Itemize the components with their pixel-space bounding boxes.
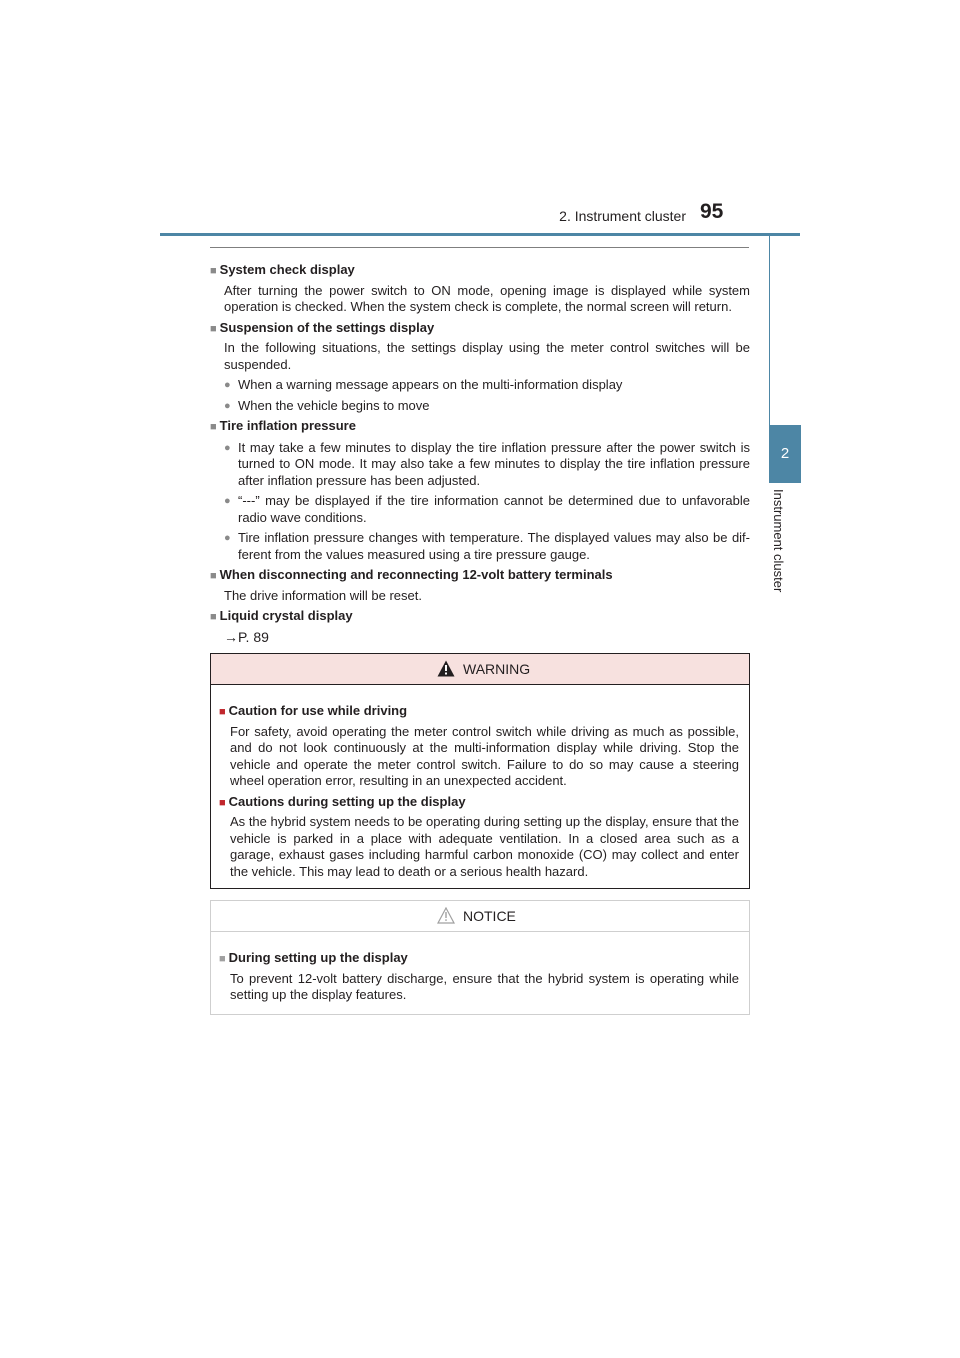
circle-bullet-icon: ● (224, 399, 231, 412)
section-heading: When disconnecting and reconnecting 12-volt battery terminals (219, 567, 613, 582)
circle-bullet-icon: ● (224, 441, 231, 454)
warning-triangle-icon (437, 660, 455, 677)
section-heading: Suspension of the settings display (219, 319, 435, 335)
content-top-rule (210, 247, 749, 248)
notice-label: NOTICE (463, 908, 516, 924)
notice-heading: During setting up the display (228, 950, 408, 965)
square-bullet-icon: ■ (219, 706, 226, 718)
circle-bullet-icon: ● (224, 532, 231, 544)
warning-heading: Caution for use while driving (228, 703, 408, 718)
circle-bullet-icon: ● (224, 495, 231, 507)
notice-body: To prevent 12-volt battery discharge, ensure that the hybrid system is operating while setting up the display features. (230, 970, 739, 1002)
chapter-tab[interactable]: 2 (769, 425, 801, 483)
notice-header (211, 901, 749, 932)
page-number: 95 (700, 200, 724, 223)
section-heading: Liquid crystal display (219, 608, 353, 623)
square-bullet-icon: ■ (210, 570, 217, 582)
square-bullet-icon: ■ (219, 796, 226, 809)
square-bullet-icon: ■ (210, 421, 217, 433)
square-bullet-icon: ■ (210, 611, 217, 623)
notice-triangle-icon (437, 907, 455, 924)
list-item: ● “---” may be displayed if the tire information cannot be determined due to unfavorable radio wave conditions. (224, 493, 750, 525)
side-tab-rule (769, 236, 770, 425)
section-heading: Tire inflation pressure (219, 418, 356, 433)
list-item: ● Tire inflation pressure changes with temperature. The displayed values may also be dif-ferent from the values measured using a tire pressure gauge. (224, 530, 750, 562)
section-battery (210, 567, 750, 604)
section-body: After turning the power switch to ON mode, opening image is displayed while system operation is checked. When the system check is complete, the normal screen will return. (224, 282, 750, 314)
list-item: ● When a warning message appears on the multi-information display (224, 377, 623, 392)
section-suspension (210, 320, 750, 415)
page-reference-link[interactable]: →P. 89 (224, 628, 269, 645)
notice-box (210, 900, 750, 1015)
list-item: ● When the vehicle begins to move (224, 397, 430, 413)
warning-box (210, 653, 750, 889)
section-body: In the following situations, the settings display using the meter control switches will be suspended. (224, 340, 750, 372)
warning-heading: Cautions during setting up the display (228, 793, 466, 809)
header-rule (160, 233, 800, 236)
warning-body: As the hybrid system needs to be operating during setting up the display, ensure that the vehicle is parked in a place with adequate ventilation. In a closed area such as a garage, exhaust gases including harmful carbon monoxide (CO) may collect and enter the vehicle. This may lead to death or a serious health hazard. (230, 814, 739, 879)
circle-bullet-icon: ● (224, 379, 231, 391)
section-lcd (210, 608, 750, 645)
section-body: The drive information will be reset. (224, 587, 422, 603)
square-bullet-icon: ■ (219, 953, 226, 965)
square-bullet-icon: ■ (210, 322, 217, 335)
section-system-check (210, 262, 750, 316)
list-item: ● It may take a few minutes to display the tire inflation pressure after the power switch is turned to ON mode. It may also take a few minutes to display the tire inflation pressure after inflation pressure has been adjusted. (224, 439, 750, 488)
chapter-tab-label: Instrument cluster (771, 489, 786, 593)
section-tire-pressure (210, 418, 750, 563)
page-header-title: 2. Instrument cluster (559, 208, 686, 224)
warning-header (211, 654, 749, 685)
section-heading: System check display (219, 262, 355, 277)
warning-label: WARNING (463, 661, 531, 677)
square-bullet-icon: ■ (210, 265, 217, 277)
main-content (210, 258, 750, 645)
warning-body: For safety, avoid operating the meter control switch while driving as much as possible, and do not look continuously at the multi-information display while driving. Stop the vehicle and operate the meter control switch. Failure to do so may cause a steering wheel operation error, resulting in an unexpected accident. (230, 723, 739, 788)
